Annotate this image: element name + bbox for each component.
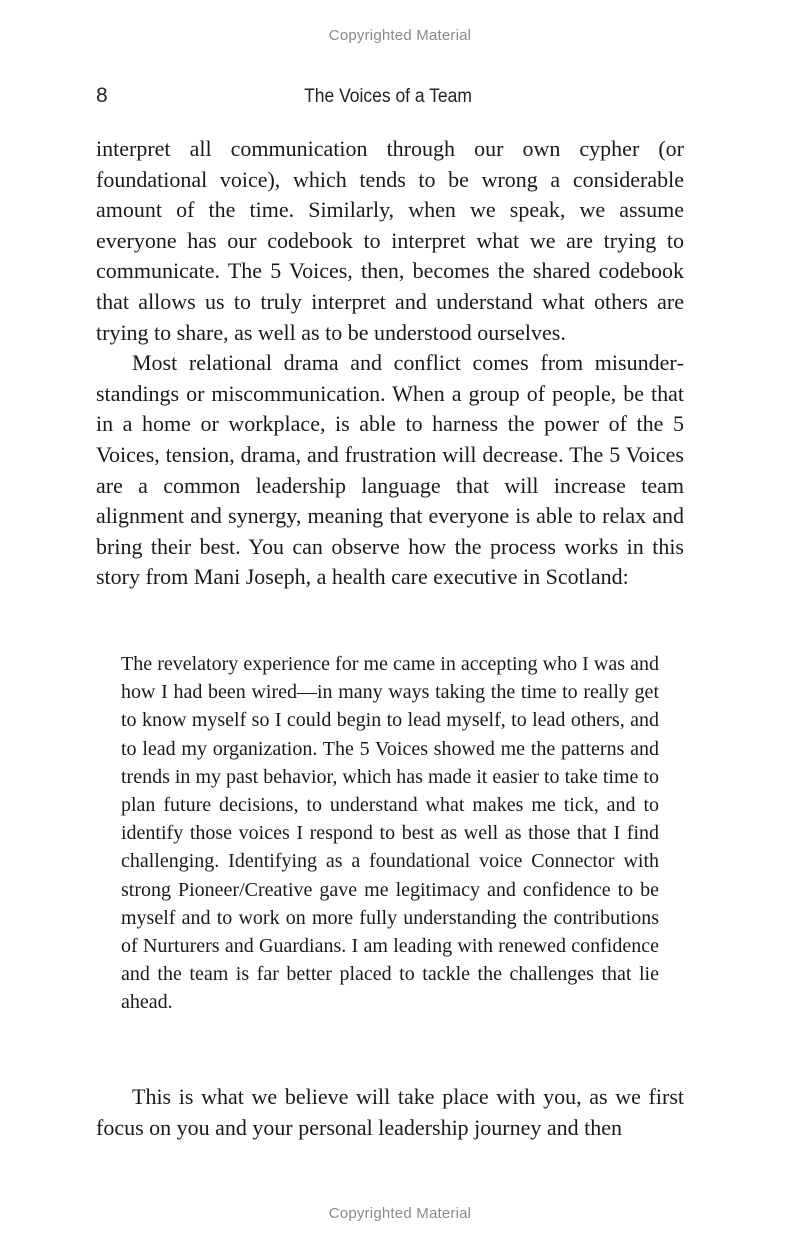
closing-text [96,1082,684,1143]
copyright-watermark-top: Copyrighted Material [328,27,472,44]
main-text [96,134,684,593]
page-number: 8 [96,84,108,107]
block-quote [121,650,659,1017]
book-title: The Voices of a Team [304,86,472,107]
running-header [96,84,684,112]
paragraph-closing: This is what we believe will take place with you, as we first focus on you and your personal leadership journey and then [96,1084,684,1140]
quote-text: The revelatory experience for me came in accepting who I was and how I had been wired—in many ways taking the time to really get to know myself so I could begin to lead myself, to lead others, and to lead my organization. The 5 Voices showed me the patterns and trends in my past behavior, which has made it easier to take time to plan future decisions, to understand what makes me tick, and to identify those voices I respond to best as well as those that I find challenging. Identifying as a foundational voice Connector with strong Pioneer/Creative gave me legitimacy and confidence to be myself and to work on more fully understanding the contributions of Nurturers and Guardians. I am leading with renewed confidence and the team is far better placed to tackle the challenges that lie ahead. [121,653,659,1014]
paragraph-continued: interpret all communication through our own cypher (or foundational voice), which tends to be wrong a considerable amount of the time. Similarly, when we speak, we assume everyone has our codebook to interpret what we are trying to communicate. The 5 Voices, then, becomes the shared codebook that allows us to truly interpret and understand what others are trying to share, as well as to be understood ourselves. [96,136,684,345]
paragraph: Most relational drama and conflict comes from misunderstandings or miscommunication. When a group of people, be that in a home or workplace, is able to harness the power of the 5 Voices, tension, drama, and frustration will decrease. The 5 Voices are a common leadership language that will increase team alignment and synergy, meaning that everyone is able to relax and bring their best. You can observe how the process works in this story from Mani Joseph, a health care executive in Scotland: [96,350,684,590]
copyright-watermark-bottom: Copyrighted Material [328,1205,472,1222]
